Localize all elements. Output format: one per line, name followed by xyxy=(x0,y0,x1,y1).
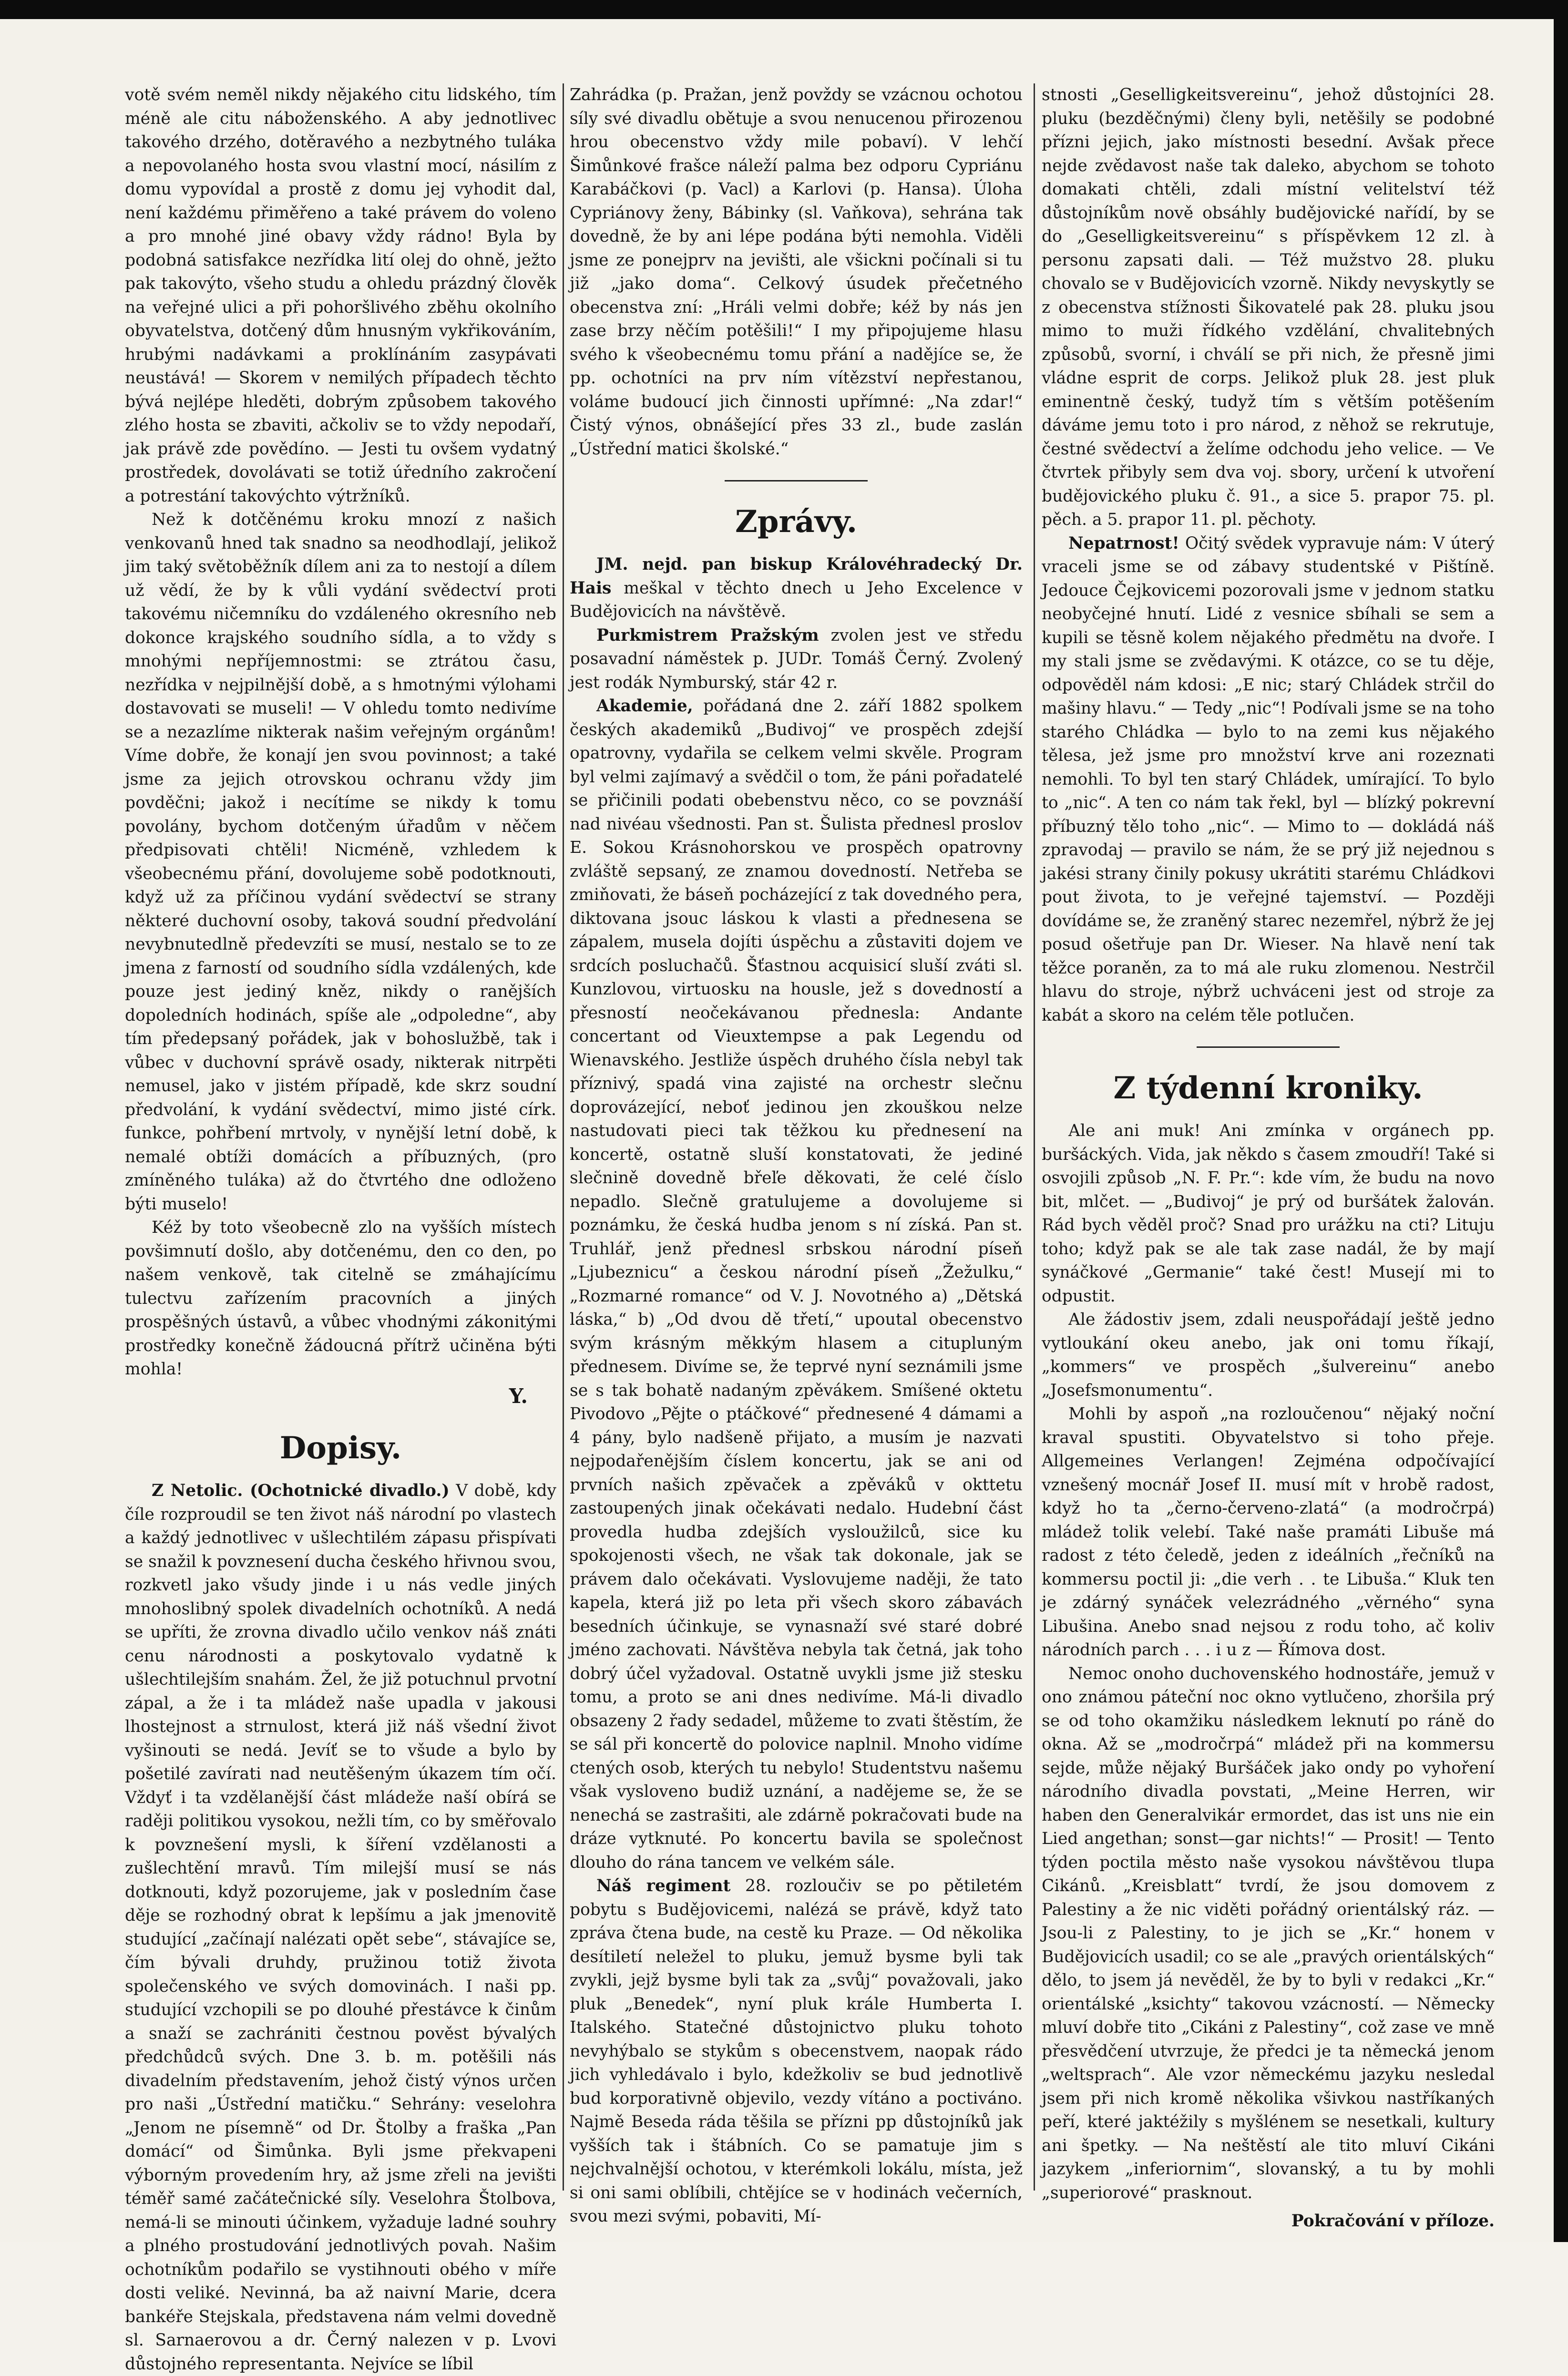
article-text: stnosti „Geselligkeitsvereinu“, jehož důstojníci 28. pluku (bezděčnými) členy byli, netěšily se podobné přízni jejich, jako místnosti besední. Avšak přece nejde zvědavost naše tak daleko, abychom se tohoto domakati chtěli, zdali místní velitelství též důstojníkům nově obsáhly budějovické nařídí, by se do „Geselligkeitsvereinu“ s příspěvkem 12 zl. à personu zapsati dali. — Též mužstvo 28. pluku chovalo se v Budějovicích vzorně. Nikdy nevyskytly se z obecenstva stížnosti Šikovatelé pak 28. pluku jsou mimo to muži řídkého vzdělání, chvalitebných způsobů, svorní, i chválí se při nich, že přesně jimi vládne esprit de corps. Jelikož pluk 28. jest pluk eminentně český, tudyž tím s větším potěšením dáváme jemu toto i pro národ, z něhož se rekrutuje, čestné svědectví a želíme odchodu jeho velice. — Ve čtvrtek přibyly sem dva voj. sbory, určení k utvoření budějovického pluku č. 91., a sice 5. prapor 75. pl. pěch. a 5. prapor 11. pl. pěchoty. xyxy=(1042,85,1495,529)
article-text: meškal v těchto dnech u Jeho Excelence v Budějovicích na návštěvě. xyxy=(570,578,1023,621)
article-text: Zahrádka (p. Pražan, jenž povždy se vzácnou ochotou síly své divadlu obětuje a svou nenucenou přirozenou hrou obecenstvo vždy mile pobaví). V lehčí Šimůnkové frašce náleží palma bez odporu Cypriánu Karabáčkovi (p. Vacl) a Karlovi (p. Hansa). Úloha Cypriánovy ženy, Bábinky (sl. Vaňkova), sehrána tak dovedně, že by ani lépe podána býti nemohla. Viděli jsme ze ponejprv na jevišti, ale všickni počínali si tu již „jako doma“. Celkový úsudek přečetného obecenstva zní: „Hráli velmi dobře; kéž by nás jen zase brzy něčím potěšili!“ I my připojujeme hlasu svého k všeobecnému tomu přání a nadějíce se, že pp. ochotníci na prv ním vítězství nepřestanou, voláme budoucí jich činnosti upřímné: „Na zdar!“ Čistý výnos, obnášející přes 33 zl., bude zaslán „Ústřední matici školské.“ xyxy=(570,85,1023,459)
divider xyxy=(1197,1046,1340,1048)
article-lead: Náš regiment xyxy=(596,1876,731,1895)
article-text: 28. rozloučiv se po pětiletém pobytu s Budějovicemi, nalézá se právě, když tato zpráva čtena bude, na cestě ku Praze. — Od několika desítiletí neležel to pluku, jemuž bysme byli tak zvykli, jejž bysme byli tak za „svůj“ považovali, jako pluk „Benedek“, nyní pluk krále Humberta I. Italského. Statečné důstojnictvo pluku tohoto nevyhýbalo se stykům s obecenstvem, naopak rádo jich vyhledávalo i bylo, kdežkoliv se bud jednotlivě bud korporativně objevilo, vezdy vítáno a poctiváno. Najmě Beseda ráda těšila se přízni pp důstojníků jak vyšších tak i štábních. Co se pamatuje jim s nejchvalnější ochotou, v kterémkoli lokálu, místa, jež si oni sami oblíbili, chtějíce se v hodinách večerních, svou mezi svými, pobaviti, Mí- xyxy=(570,1876,1023,2226)
article-text: pořádaná dne 2. září 1882 spolkem českých akademiků „Budivoj“ ve prospěch zdejší opatrovny, vydařila se celkem velmi skvěle. Program byl velmi zajímavý a svědčil o tom, že páni pořadatelé se přičinili podati obebenstvu něco, co se povznáší nad nivéau všednosti. Pan st. Šulista přednesl proslov E. Sokou Krásnohorskou ve prospěch opatrovny zvláště sepsaný, ze znamou dovedností. Netřeba se zmiňovati, že báseň pocházející z tak dovedného pera, diktovana jsouc láskou k vlasti a přednesena se zápalem, musela dojíti úspěchu a zůstaviti dojem ve srdcích posluchačů. Šťastnou acquisicí sluší zváti sl. Kunzlovou, virtuosku na housle, jež s dovedností a přesností neočekávanou přednesla: Andante concertant od Vieuxtempse a pak Legendu od Wienavského. Jestliže úspěch druhého čísla nebyl tak příznivý, spadá vina zajisté na orchestr slečnu doprovázející, neboť jedinou jen zkouškou nelze nastudovati pieci tak těžkou ku přednesení na koncertě, ostatně sluší konstatovati, že jediné slečnině dovedně břeľe děkovati, že celé číslo nepadlo. Slečně gratulujeme a dovolujeme si poznámku, že česká hudba jenom s ní získá. Pan st. Truhlář, jenž přednesl srbskou národní píseň „Ljubeznicu“ a českou národní píseň „Žežulku,“ „Rozmarné romance“ od V. J. Novotného a) „Dětská láska,“ b) „Od dvou dě třetí,“ upoutal obecenstvo svým krásným měkkým hlasem a citupluným přednesem. Divíme se, že teprvé nyní seznámili jsme se s tak bohatě nadaným zpěvákem. Smíšené oktetu Pivodovo „Pějte o ptáčkové“ přednesené 4 dámami a 4 pány, bylo nadšeně přijato, a musím je nazvati nejpodařenějším číslem koncertu, jak se ani od prvních našich zpěvaček a zpěváků v okttetu zastoupených jinak očekávati nedalo. Hudební část provedla hudba zdejších vysloužilců, sice ku spokojenosti všech, ne však tak dokonale, jak se právem dalo očekávati. Vyslovujeme naději, že tato kapela, která již po leta při všech skoro zábavách besedních účinkuje, se vynasnaží své staré dobré jméno zachovati. Návštěva nebyla tak četná, jak toho dobrý účel vyžadoval. Ostatně uvykli jsme již stesku tomu, a proto se ani dnes nedivíme. Má-li divadlo obsazeny 2 řady sedadel, můžeme to zvati štěstím, že se sál při koncertě do polovice naplnil. Mnoho vidíme ctených osob, kterých tu nebylo! Studentstvu našemu však vysloveno budiž uznání, a nadějeme se, že se nenechá se zastrašiti, ale zdárně pokračovati bude na dráze vytknuté. Po koncertu bavila se společnost dlouho do rána tancem ve velkém sále. xyxy=(570,696,1023,1872)
article-text: votě svém neměl nikdy nějakého citu lidského, tím méně ale citu náboženského. A aby jednotlivec takového drzého, dotěravého a nezbytného tuláka a nepovolaného hosta svou vlastní mocí, násilím z domu vypovídal a prostě z domu jej vyhodit dal, není každému přiměřeno a také právem do voleno a pro mnohé jiné obavy vždy rádno! Byla by podobná satisfakce nezřídka lití olej do ohně, ježto pak takovýto, všeho studu a ohledu prázdný člověk na veřejné ulici a při pohoršlivého zběhu okolního obyvatelstva, dotčený dům hnusným vykřikováním, hrubými nadávkami a proklínáním zasypávati neustává! — Skorem v nemilých případech těchto bývá nejlépe hleděti, dobrým způsobem takového zlého hosta se zbaviti, ačkoliv se to vždy nepodaří, jak právě zde povědíno. — Jesti tu ovšem vydatný prostředek, dovolávati se totiž úředního zakročení a potrestání takovýchto výtržníků. xyxy=(125,85,556,506)
article-text: Očitý svědek vypravuje nám: V úterý vraceli jsme se od zábavy studentské v Pištíně. Jedouce Čejkovicemi pozorovali jsme v jednom statku neobyčejné hnutí. Lidé z vesnice sbíhali se sem a kupili se těsně kolem nějakého předmětu na dvoře. I my stali jsme se zvědavými. K otázce, co se tu děje, odpověděl nám kdosi: „E nic; starý Chládek strčil do mašiny hlavu.“ — Tedy „nic“! Podívali jsme se na toho starého Chládka — bylo to na zemi kus nějakého tělesa, jež jsme pro množství krve ani rozeznati nemohli. To byl ten starý Chládek, umírající. To bylo to „nic“. A ten co nám tak řekl, byl — blízký pokrevní příbuzný tělo toho „nic“. — Mimo to — dokládá náš zpravodaj — pravilo se nám, že se prý již nejednou s jakési strany činily pokusy ukrátiti starému Chládkovi pout života, to je veřejné tajemství. — Později dovídáme se, že zraněný starec nezemřel, nýbrž že jej posud ošetřuje pan Dr. Wieser. Na hlavě není tak těžce poraněn, za to má ale ruku zlomenou. Nestrčil hlavu do stroje, nýbrž uchváceni jest od stroje za kabát a skoro na celém těle potlučen. xyxy=(1042,533,1495,1025)
article-text: Kéž by toto všeobecně zlo na vyšších místech povšimnutí došlo, aby dotčenému, den co den, po našem venkově, tak citelně se zmáhajícímu tulectvu zařízením pracovních a jiných prospěšných ústavů, a vůbec vhodnými zákonitými prostředky konečně žádoucná přítrž učiněna býti mohla! xyxy=(125,1218,556,1379)
scan-border-top xyxy=(0,0,1568,19)
section-heading: Z týdenní kroniky. xyxy=(1113,1070,1423,1106)
column-2 xyxy=(570,83,1023,2226)
article-text: Ale žádostiv jsem, zdali neuspořádají ještě jedno vytloukání okeu anebo, jak oni tomu říkají, „kommers“ ve prospěch „šulvereinu“ anebo „Josefsmonumentu“. xyxy=(1042,1310,1495,1400)
article-text: V době, kdy číle rozproudil se ten život náš národní po vlastech a každý jednotlivec v ušlechtilém zápasu přispívati se snažil k povznesení ducha českého hřivnou svou, rozkvetl jako všudy jinde i u nás vedle jiných mnohoslibný spolek divadelních ochotníků. A nedá se upříti, že zrovna divadlo učilo venkov náš znáti cenu národnosti a poskytovalo vydatně k ušlechtilejším snahám. Žel, že již potuchnul prvotní zápal, a že i ta mládež naše upadla v jakousi lhostejnost a strnulost, která již náš všední život vyšinouti se nedá. Jevíť se to všude a bylo by pošetilé zavírati nad neutěšeným úkazem tím očí. Vždyť i ta vzdělanější část mládeže naší obírá se raději politikou vysokou, nežli tím, co by směřovalo k povznešení mysli, k šíření vzdělanosti a zušlechtění mravů. Tím milejší musí se nás dotknouti, když pozorujeme, jak v posledním čase děje se rozhodný obrat k lepšímu a jak jmenovitě studující „začínají nalézati opět sebe“, stávajíce se, čím bývali druhdy, pružinou totiž života společenského ve svých domovinách. I naši pp. studující vzchopili se po dlouhé přestávce k činům a snaží se zachrániti čestnou pověst bývalých předchůdců svých. Dne 3. b. m. potěšili nás divadelním představením, jehož čistý výnos určen pro naši „Ústřední matičku.“ Sehrány: veselohra „Jenom ne písemně“ od Dr. Štolby a fraška „Pan domácí“ od Šimůnka. Byli jsme překvapeni výborným provedením hry, až jsme zřeli na jevišti téměř samé začátečnické síly. Veselohra Štolbova, nemá-li se minouti účinkem, vyžaduje ladné souhry a plného prostudování jednotlivých povah. Našim ochotníkům podařilo se vystihnouti obého v míře dosti veliké. Nevinná, ba až naivní Marie, dcera bankéře Stejskala, představena nám velmi dovedně sl. Sarnaerovou a dr. Černý nalezen v p. Lvovi důstojného representanta. Nejvíce se líbil xyxy=(125,1481,556,2374)
article-text: Než k dotčěnému kroku mnozí z našich venkovanů hned tak snadno sa neodhodlají, jelikož jim taký světoběžník dílem ani za to nestojí a dílem už vědí, že by k vůli vydání svědectví proti takovému ničemníku do vzdáleného okresního neb dokonce krajského soudního sídla, a to vždy s mnohými nepříjemnostmi: se ztrátou času, nezřídka v nejpilnější době, a s hmotnými výlohami dostavovati se museli! — V ohledu tomto nedivíme se a nezazlíme nikterak našim veřejným orgánům! Víme dobře, že konají jen svou povinnost; a také jsme za jejich otrovskou ochranu vždy jim povděčni; jakož i necítíme se nikdy k tomu povolány, bychom dotčeným úřadům v něčem předpisovati chtěli! Nicméně, vzhledem k všeobecnému přání, dovolujeme sobě podotknouti, když už za příčinou vydání svědectví se strany některé duchovní osoby, taková soudní předvolání nevybnutedlně předevzíti se musí, nestalo se to ze jmena z farností od soudního sídla vzdálených, kde pouze jest jediný kněz, nikdy o ranějších dopoledních hodinách, spíše ale „odpoledne“, aby tím předepsaný pořádek, jak v bohoslužbě, tak i vůbec v duchovní správě osady, nikterak nitrpěti nemusel, jako v jistém případě, kde skrz soudní předvolání, k vydání svědectví, mimo jisté círk. funkce, pohřbení mrtvoly, v nynější letní době, k nemalé obtíži domácích a příbuzných, (pro zmíněného tuláka) až do čtvrtého dne odloženo býti muselo! xyxy=(125,510,556,1214)
column-1 xyxy=(125,83,556,2374)
article-lead: Nepatrnost! xyxy=(1068,533,1179,553)
column-rule xyxy=(563,83,564,2191)
article-lead: Z Netolic. (Ochotnické divadlo.) xyxy=(152,1481,450,1500)
section-heading: Dopisy. xyxy=(279,1430,402,1466)
section-heading: Zprávy. xyxy=(735,504,857,540)
article-text: zvolen jest ve středu posavadní náměstek p. JUDr. Tomáš Černý. Zvolený jest rodák Nymburský, stár 42 r. xyxy=(570,625,1023,692)
article-text: Ale ani muk! Ani zmínka v orgánech pp. buršáckých. Vida, jak někdo s časem zmoudří! Také si osvojili způsob „N. F. Pr.“: kde vím, že budu na novo bit, mlčet. — „Budivoj“ je prý od buršátek žalován. Rád bych věděl proč? Snad pro urážku na cti? Lituju toho; když pak se ale tak zase nadál, že by mají synáčkové „Germanie“ také čest! Musejí mi to odpustit. xyxy=(1042,1121,1495,1306)
divider xyxy=(725,480,868,481)
continuation-note: Pokračování v příloze. xyxy=(1291,2212,1495,2231)
article-text: Nemoc onoho duchovenského hodnostáře, jemuž v ono známou páteční noc okno vytlučeno, zhoršila prý se od toho okamžiku následkem leknutí po ráně do okna. Až se „modročrpá“ mládež při na kommersu sejde, může nějaký Buršáček jako ondy po vyhoření národního divadla povstati, „Meine Herren, wir haben den Generalvikár ermordet, das ist uns nie ein Lied angethan; sonst—gar nichts!“ — Prosit! — Tento týden poctila město naše vysokou návštěvou tlupa Cikánů. „Kreisblatt“ tvrdí, že jsou domovem z Palestiny a že nic viděti pořádný orientálský ráz. — Jsou-li z Palestiny, to je jich se „Kr.“ honem v Budějovicích usadil; co se ale „pravých orientálských“ dělo, to jsem já nevěděl, že by to byli v redakci „Kr.“ orientálské „ksichty“ takovou vzácností. — Německy mluví dobře tito „Cikáni z Palestiny“, což zase ve mně přesvědčení utvrzuje, že předci je ta německá jenom „weltsprach“. Ale vzor německému jazyku nesledal jsem při nich kromě několika všivkou nastříkaných peří, které jaktéžily s myšlénem se nesetkali, kultury ani špetky. — Na neštěstí ale tito mluví Cikáni jazykem „inferiornim“, slovanský, a tu by mohli „superiorové“ prasknout. xyxy=(1042,1664,1495,2202)
article-lead: JM. nejd. pan biskup Královéhradecký Dr. Hais xyxy=(570,555,1023,598)
author-signature: Y. xyxy=(509,1384,528,1408)
scan-border-right xyxy=(1554,0,1568,2242)
article-lead: Purkmistrem Pražským xyxy=(596,625,819,645)
column-3 xyxy=(1042,83,1495,2231)
article-lead: Akademie, xyxy=(596,696,693,716)
article-text: Mohli by aspoň „na rozloučenou“ nějaký noční kraval spustiti. Obyvatelstvo si toho přeje. Allgemeines Verlangen! Zejména odpočívající vznešený mocnář Josef II. musí mít v hrobě radost, když ho ta „černo-červeno-zlatá“ (a modročrpá) mládež tolik velebí. Také naše pramáti Libuše má radost z této čeledě, jeden z ideálních „řečníků na kommersu poctil ji: „die verh . . te Libuša.“ Kluk ten je zdárný synáček velezrádného „věrného“ syna Libušina. Anebo snad nejsou z rodu toho, ač koliv národních parch . . . i u z — Římova dost. xyxy=(1042,1404,1495,1659)
column-rule xyxy=(1034,83,1035,2191)
